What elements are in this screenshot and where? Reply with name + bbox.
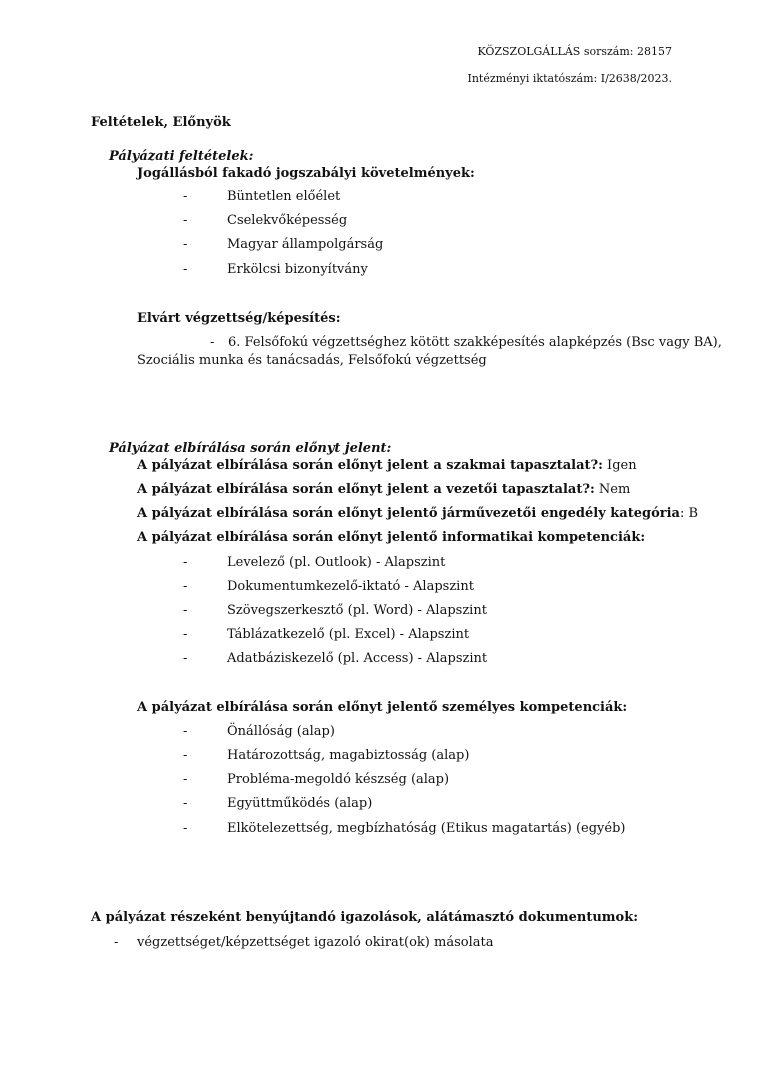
vezetoi-tapasztalat-line [137,482,630,497]
szakmai-tapasztalat-value: Igen [602,458,637,473]
bullet-dash: - [183,213,188,228]
jarmuvezetoi-label: A pályázat elbírálása során előnyt jelentő járművezetői engedély kategória [137,506,680,521]
list-item: Határozottság, magabiztosság (alap) [227,748,470,763]
szemelyes-heading: A pályázat elbírálása során előnyt jelentő személyes kompetenciák: [137,700,628,715]
bullet-dash: - [183,627,188,642]
szakmai-tapasztalat-line [137,458,637,473]
list-item: Táblázatkezelő (pl. Excel) - Alapszint [227,627,470,642]
vezetoi-tapasztalat-value: Nem [594,482,631,497]
list-item: Erkölcsi bizonyítvány [227,262,368,277]
bullet-dash: - [210,335,215,350]
list-item: Dokumentumkezelő-iktató - Alapszint [227,579,474,594]
list-item: Adatbáziskezelő (pl. Access) - Alapszint [227,651,488,666]
list-item: Szövegszerkesztő (pl. Word) - Alapszint [227,603,487,618]
bullet-dash: - [183,796,188,811]
iktatoszam-text: Intézményi iktatószám: I/2638/2023. [467,72,672,85]
bullet-dash: - [183,262,188,277]
list-item: Önállóság (alap) [227,724,335,739]
jogallas-subheading: Jogállásból fakadó jogszabályi követelmények: [137,166,475,181]
bullet-dash: - [183,651,188,666]
bullet-dash: - [183,821,188,836]
list-item: Cselekvőképesség [227,213,348,228]
bullet-dash: - [183,189,188,204]
list-item: Elkötelezettség, megbízhatóság (Etikus magatartás) (egyéb) [227,821,626,836]
list-item: Levelező (pl. Outlook) - Alapszint [227,555,446,570]
vegzettseg-line1: 6. Felsőfokú végzettséghez kötött szakképesítés alapképzés (Bsc vagy BA), [228,335,722,350]
vegzettseg-line2: Szociális munka és tanácsadás, Felsőfokú végzettség [137,353,487,368]
vezetoi-tapasztalat-label: A pályázat elbírálása során előnyt jelent a vezetői tapasztalat?: [137,482,595,497]
vegzettseg-heading: Elvárt végzettség/képesítés: [137,311,341,326]
szakmai-tapasztalat-label: A pályázat elbírálása során előnyt jelent a szakmai tapasztalat?: [137,458,603,473]
bullet-dash: - [183,579,188,594]
jarmuvezetoi-value: : B [679,506,699,521]
jarmuvezetoi-line [137,506,698,521]
section-title: Feltételek, Előnyök [91,115,231,130]
list-item: Együttműködés (alap) [227,796,373,811]
bullet-dash: - [183,772,188,787]
bullet-dash: - [183,748,188,763]
elony-heading: Pályázat elbírálása során előnyt jelent: [109,441,392,456]
bullet-dash: - [183,603,188,618]
list-item: Probléma-megoldó készség (alap) [227,772,450,787]
bullet-dash: - [183,555,188,570]
palyazati-feltetelek-heading: Pályázati feltételek: [109,149,254,164]
list-item: Magyar állampolgárság [227,237,384,252]
bullet-dash: - [183,237,188,252]
informatikai-heading: A pályázat elbírálása során előnyt jelentő informatikai kompetenciák: [137,530,646,545]
list-item: végzettséget/képzettséget igazoló okirat(ok) másolata [137,935,494,950]
list-item: Büntetlen előélet [227,189,341,204]
bullet-dash: - [114,935,119,950]
sorszam-text: KÖZSZOLGÁLLÁS sorszám: 28157 [477,45,672,58]
igazolasok-heading: A pályázat részeként benyújtandó igazolások, alátámasztó dokumentumok: [91,910,639,925]
bullet-dash: - [183,724,188,739]
